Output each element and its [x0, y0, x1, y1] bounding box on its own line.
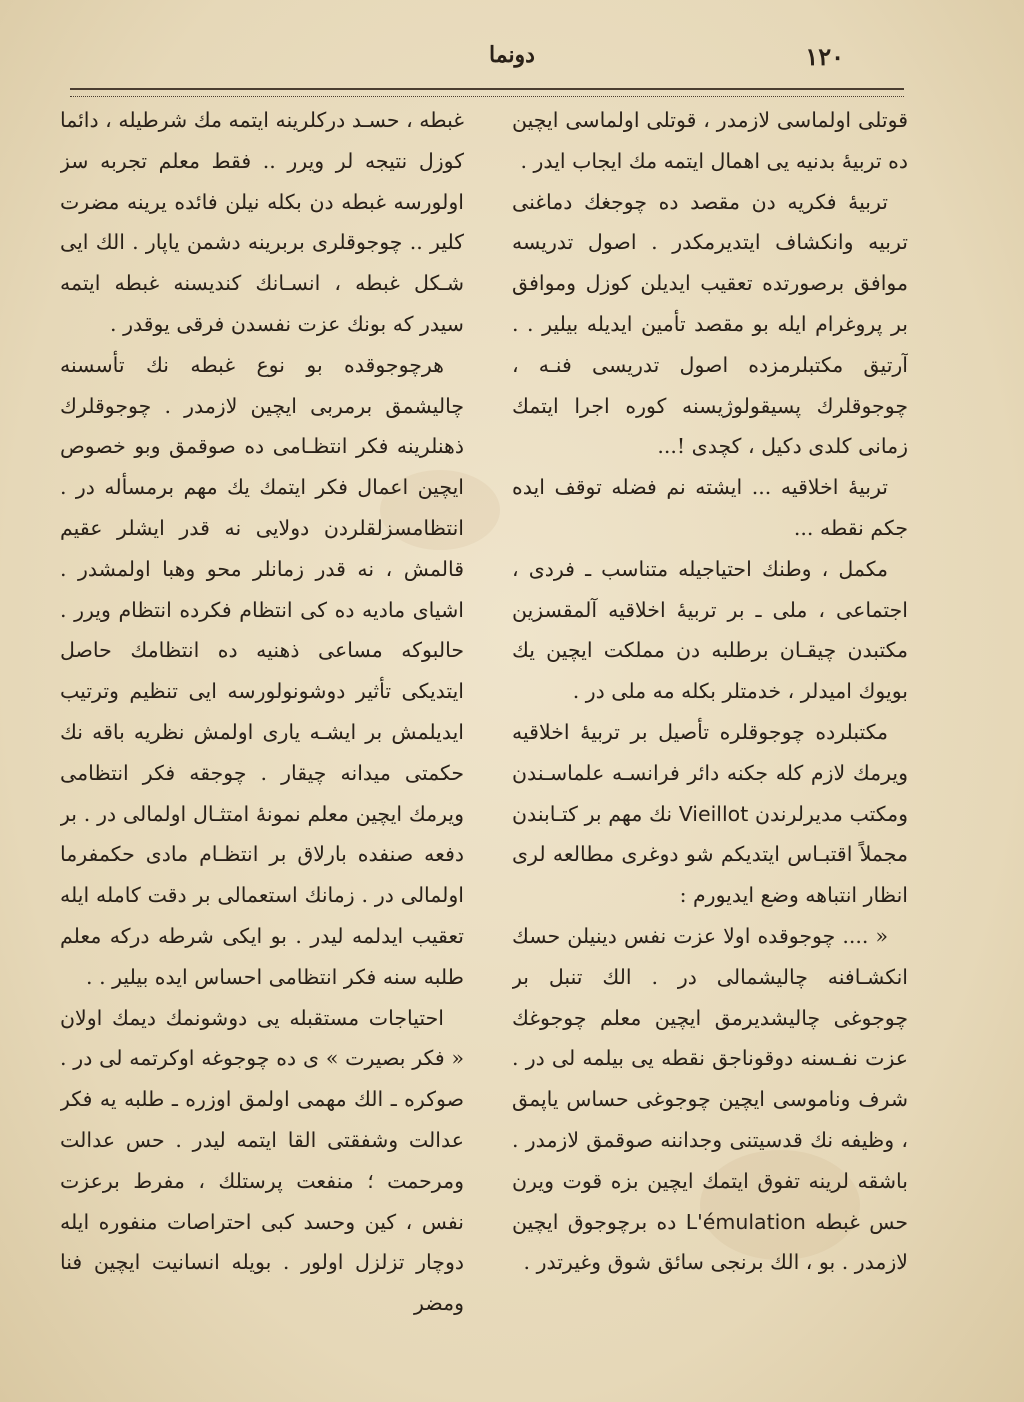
paragraph [512, 916, 908, 1283]
left-column [60, 100, 464, 1372]
paragraph: غبطه ، حسـد درکلرینه ایتمه مك شرطیله ، دائما کوزل نتیجه لر ویرر .. فقط معلم تجربه سز اولورسه غبطه دن بکله نیلن فائده یرینه مضرت کلیر .. چوجوقلری بربرینه دشمن یاپار . الك ایی شـکل غبطه ، انسـانك کندیسنه غبطه ایتمه سیدر که بونك عزت نفسدن فرقی یوقدر . [60, 108, 464, 336]
page-number: ۱۲۰ [805, 42, 844, 71]
paragraph-text: مکتبلرده چوجوقلره تأصیل بر تربیهٔ اخلاقیه ویرمك لازم کله جکنه دائر فرانسـه علماسـندن ومکتب مدیرلرندن [512, 719, 908, 826]
latin-term: L'émulation [685, 1209, 806, 1234]
paragraph: قوتلی اولماسی لازمدر ، قوتلی اولماسی ایچین ده تربیهٔ بدنیه یی اهمال ایتمه مك ایجاب ایدر . [512, 108, 908, 173]
paragraph: هرچوجوقده بو نوع غبطه نك تأسسنه چالیشمق برمربی ایچین لازمدر . چوجوقلرك ذهنلرینه فکر انتظـامی ده صوقمق وبو خصوص ایچین اعمال فکر ایتمك یك مهم برمسأله در . انتظامسزلقلردن دولایی نه قدر ایشلر عقیم قالمش ، نه قدر زمانلر محو وهبا اولمشدر . اشیای مادیه ده کی انتظام فکرده انتظام ویرر . حالبوکه مساعی ذهنیه ده انتظامك حاصل ایتدیکی تأثیر دوشونولورسه ایی تنظیم وترتیب ایدیلمش بر ایشـه یاری اولمش نظریه باقه نك حکمتی میدانه چیقار . چوجقه فکر انتظامی ویرمك ایچین معلم نمونهٔ امتثـال اولمالی در . بر دفعه صنفده بارلاق بر انتظـام مادی حکمفرما اولمالی در . زمانك استعمالی بر دقت کامله ایله تعقیب ایدلمه لیدر . بو ایکی شرطه درکه معلم طلبه سنه فکر انتظامی احساس ایده بیلیر . . [60, 352, 464, 989]
paragraph-text: ده برچوجوق ایچین لازمدر . بو ، الك برنجی سائق شوق وغیرتدر . [512, 1209, 908, 1275]
paragraph: احتیاجات مستقبله یی دوشونمك دیمك اولان « فکر بصیرت » ی ده چوجوغه اوکرتمه لی در . صوکره ـ الك مهمی اولمق اوزره ـ طلبه یه فکر عدالت وشفقتی القا ایتمه لیدر . حس عدالت ومرحمت ؛ منفعت پرستلك ، مفرط برعزت نفس ، کین وحسد کبی احتراصات منفوره ایله دوچار تزلزل اولور . بویله انسانیت ایچین فنا ومضر [60, 1005, 464, 1316]
right-column [512, 100, 908, 1372]
paragraph-text: « .... چوجوقده اولا عزت نفس دینیلن حسك انکشـافنه چالیشمالی در . الك تنبل بر چوجوغی چالیشدیرمق ایچین معلم چوجوغك عزت نفـسنه دوقوناجق نقطه یی بیلمه لی در . شرف وناموسی ایچین چوجوغی حساس یاپمق ، وظیفه نك قدسیتنی وجداننه صوقمق لازمدر . باشقه لرینه تفوق ایتمك ایچین بزه قوت ویرن حس غبطه [512, 923, 908, 1234]
page-header [60, 38, 964, 78]
paragraph: تربیهٔ فکریه دن مقصد ده چوجغك دماغنی تربیه وانکشاف ایتدیرمکدر . اصول تدریسه موافق برصورتده تعقیب ایدیلن کوزل وموافق بر پروغرام ایله بو مقصد تأمین ایدیله بیلیر . . آرتیق مکتبلرمزده اصول تدریسی فنـه ، چوجوقلرك پسیقولوژیسنه کوره اجرا ایتمك زمانی کلدی دکیل ، کچدی !... [512, 189, 908, 459]
latin-name: Vieillot [678, 801, 749, 826]
paragraph: تربیهٔ اخلاقیه ... ایشته نم فضله توقف ایده جکم نقطه ... [512, 475, 908, 540]
header-rule [70, 88, 904, 97]
running-title: دونما [489, 42, 535, 68]
paragraph: مکمل ، وطنك احتیاجیله متناسب ـ فردی ، اجتماعی ، ملی ـ بر تربیهٔ اخلاقیه آلمقسزین مکتبدن چیقـان برطلبه دن مملکت ایچین یك بویوك امیدلر ، خدمتلر بکله مه ملی در . [512, 556, 908, 704]
paragraph-text: نك مهم بر کتـابندن مجملاً اقتبـاس ایتدیکم شو دوغری مطالعه لری انظار انتباهه وضع ایدیورم : [512, 801, 908, 908]
paragraph [512, 712, 908, 916]
